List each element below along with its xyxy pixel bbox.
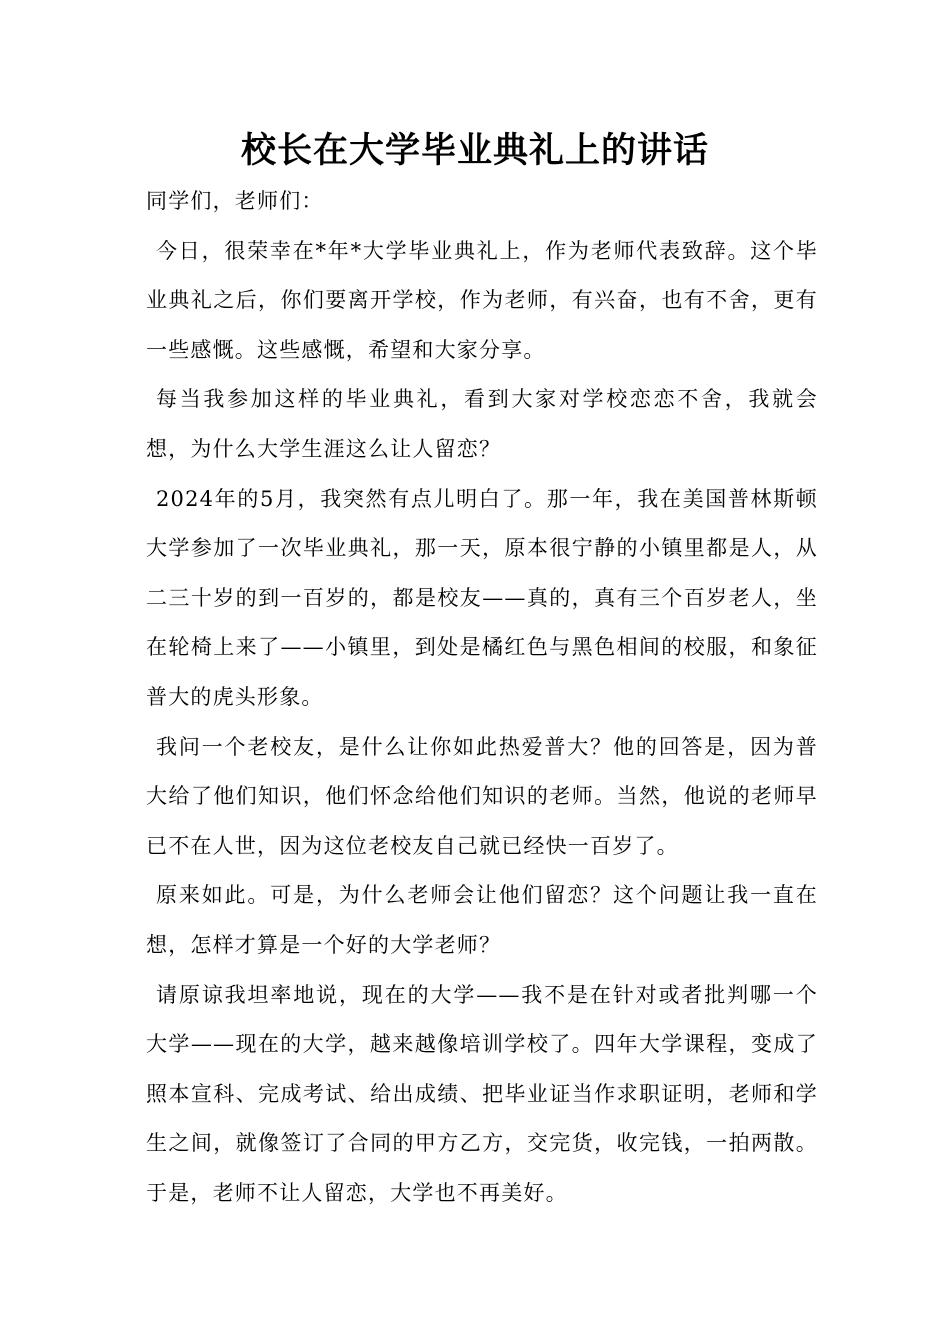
paragraph-6: 请原谅我坦率地说，现在的大学——我不是在针对或者批判哪一个大学——现在的大学，越来越像培训学校了。四年大学课程，变成了照本宣科、完成考试、给出成绩、把毕业证当作求职证明，老师和学生之间，就像签订了合同的甲方乙方，交完货，收完钱，一拍两散。于是，老师不让人留恋，大学也不再美好。 (146, 982, 818, 1205)
paragraph-1: 今日，很荣幸在*年*大学毕业典礼上，作为老师代表致辞。这个毕业典礼之后，你们要离开学校，作为老师，有兴奋，也有不舍，更有一些感慨。这些感慨，希望和大家分享。 (146, 238, 818, 362)
document-title: 校长在大学毕业典礼上的讲话 (240, 131, 709, 171)
paragraph-3: 2024年的5月，我突然有点儿明白了。那一年，我在美国普林斯顿大学参加了一次毕业典礼，那一天，原本很宁静的小镇里都是人，从二三十岁的到一百岁的，都是校友——真的，真有三个百岁老人，坐在轮椅上来了——小镇里，到处是橘红色与黑色相间的校服，和象征普大的虎头形象。 (146, 486, 818, 709)
document-body (146, 177, 818, 1218)
paragraph-5: 原来如此。可是，为什么老师会让他们留恋？这个问题让我一直在想，怎样才算是一个好的大学老师？ (146, 883, 818, 957)
greeting-line: 同学们，老师们： (146, 189, 324, 213)
paragraph-2: 每当我参加这样的毕业典礼，看到大家对学校恋恋不舍，我就会想，为什么大学生涯这么让人留恋？ (146, 387, 818, 461)
paragraph-4: 我问一个老校友，是什么让你如此热爱普大？他的回答是，因为普大给了他们知识，他们怀念给他们知识的老师。当然，他说的老师早已不在人世，因为这位老校友自己就已经快一百岁了。 (146, 734, 818, 858)
